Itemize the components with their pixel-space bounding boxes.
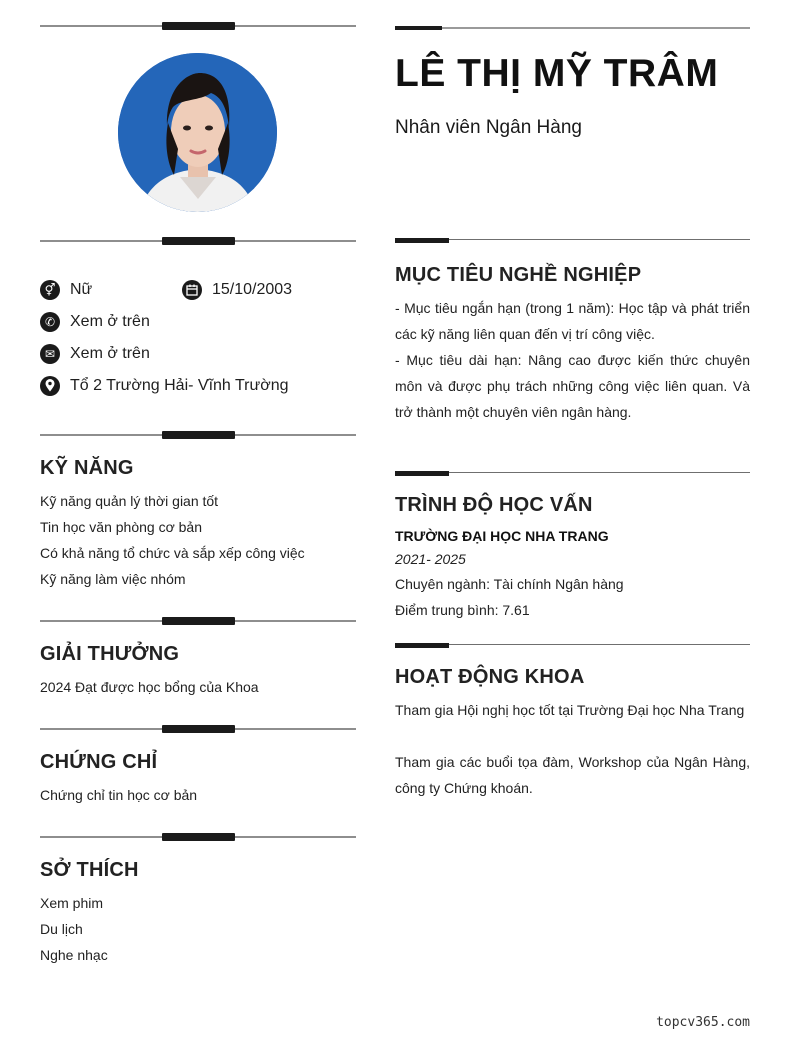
objective-title: MỤC TIÊU NGHỀ NGHIỆP xyxy=(395,264,642,286)
divider xyxy=(40,237,356,245)
divider xyxy=(40,431,356,439)
objective-long-term: - Mục tiêu dài hạn: Nâng cao được kiến thức chuyên môn và được phụ trách những công việc liên quan. Và trở thành một chuyên viên ngân hàng. xyxy=(395,352,750,420)
divider xyxy=(395,471,750,479)
address-value: Tổ 2 Trường Hải- Vĩnh Trường xyxy=(70,377,289,394)
divider xyxy=(40,617,356,625)
email-row xyxy=(40,344,150,364)
birthdate-row xyxy=(182,280,292,300)
school-name: TRƯỜNG ĐẠI HỌC NHA TRANG xyxy=(395,528,609,544)
candidate-name: LÊ THỊ MỸ TRÂM xyxy=(395,52,719,95)
education-years: 2021- 2025 xyxy=(395,551,466,567)
divider xyxy=(395,26,750,34)
hobby-item: Xem phim xyxy=(40,895,104,911)
gender-row xyxy=(40,280,92,300)
certificate-item: Chứng chỉ tin học cơ bản xyxy=(40,787,198,803)
activity-item: Tham gia các buổi tọa đàm, Workshop của Ngân Hàng, công ty Chứng khoán. xyxy=(395,754,750,796)
email-icon: ✉ xyxy=(40,344,60,364)
education-major: Chuyên ngành: Tài chính Ngân hàng xyxy=(395,576,624,592)
watermark: topcv365.com xyxy=(656,1015,750,1030)
location-icon xyxy=(40,376,60,396)
calendar-icon xyxy=(182,280,202,300)
education-title: TRÌNH ĐỘ HỌC VẤN xyxy=(395,494,593,516)
divider xyxy=(395,238,750,246)
skill-item: Kỹ năng quản lý thời gian tốt xyxy=(40,493,219,509)
divider xyxy=(40,22,356,30)
skills-title: KỸ NĂNG xyxy=(40,457,134,479)
gender-icon: ⚥ xyxy=(40,280,60,300)
email-value: Xem ở trên xyxy=(70,345,150,362)
phone-value: Xem ở trên xyxy=(70,313,150,330)
skill-item: Kỹ năng làm việc nhóm xyxy=(40,571,186,587)
divider xyxy=(40,833,356,841)
certificates-title: CHỨNG CHỈ xyxy=(40,751,158,773)
address-row xyxy=(40,376,288,396)
hobby-item: Nghe nhạc xyxy=(40,947,108,963)
hobby-item: Du lịch xyxy=(40,921,83,937)
job-title: Nhân viên Ngân Hàng xyxy=(395,117,582,138)
education-gpa: Điểm trung bình: 7.61 xyxy=(395,602,530,618)
awards-title: GIẢI THƯỞNG xyxy=(40,643,180,665)
phone-icon: ✆ xyxy=(40,312,60,332)
skill-item: Có khả năng tổ chức và sắp xếp công việc xyxy=(40,545,305,561)
activity-item: Tham gia Hội nghị học tốt tại Trường Đại học Nha Trang xyxy=(395,702,745,718)
phone-row xyxy=(40,312,150,332)
avatar xyxy=(118,53,277,212)
activities-title: HOẠT ĐỘNG KHOA xyxy=(395,666,585,688)
divider xyxy=(40,725,356,733)
birthdate-value: 15/10/2003 xyxy=(212,281,293,298)
gender-value: Nữ xyxy=(70,281,93,298)
award-item: 2024 Đạt được học bổng của Khoa xyxy=(40,679,259,695)
skill-item: Tin học văn phòng cơ bản xyxy=(40,519,202,535)
objective-short-term: - Mục tiêu ngắn hạn (trong 1 năm): Học tập và phát triển các kỹ năng liên quan đến vị trí công việc. xyxy=(395,300,750,342)
hobbies-title: SỞ THÍCH xyxy=(40,859,139,881)
divider xyxy=(395,643,750,651)
